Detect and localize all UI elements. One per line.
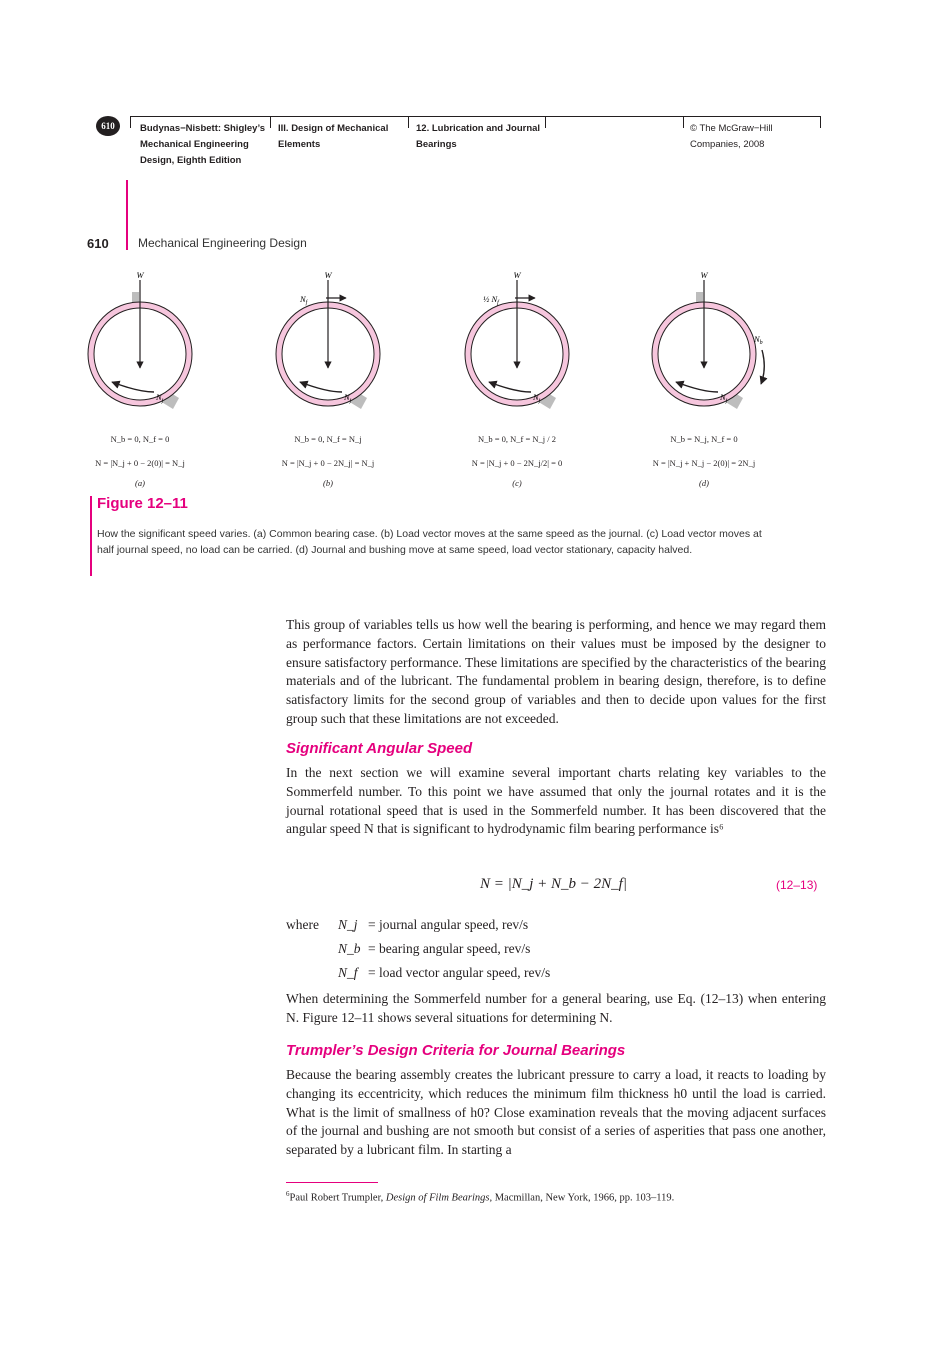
- panel-a-line1: N_b = 0, N_f = 0: [110, 434, 170, 444]
- panel-d-line2: N = |N_j + N_j − 2(0)| = 2N_j: [652, 458, 756, 468]
- header-chapter-title: 12. Lubrication and Journal Bearings: [416, 123, 541, 150]
- panel-d: [652, 270, 764, 409]
- header-divider: [408, 116, 409, 128]
- page-badge: 610: [96, 116, 120, 136]
- header-divider: [545, 116, 546, 128]
- footnote-rule: [286, 1182, 378, 1183]
- equation-number: (12–13): [776, 878, 818, 892]
- load-label: W: [700, 270, 708, 280]
- paragraph-2: In the next section we will examine several important charts relating key variables to the Sommerfeld number. To this point we have assumed that only the journal rotates and it is the journal rotational speed that is used in the Sommerfeld number. It has been discovered that the angular speed N that is significant to hydrodynamic film bearing performance is⁶: [286, 765, 826, 837]
- load-label: W: [136, 270, 144, 280]
- bushing-speed-label: $N_b$: [754, 334, 763, 346]
- where-label: where: [286, 917, 319, 932]
- footnote: [286, 1190, 674, 1204]
- where-symbol: N_b: [338, 941, 361, 956]
- panel-b: [276, 270, 380, 409]
- footnote-book: Design of Film Bearings,: [385, 1192, 493, 1204]
- figure-caption: How the significant speed varies. (a) Common bearing case. (b) Load vector moves at the same speed as the journal. (c) Load vector moves at half journal speed, no load can be carried. (d) Journal and bushing move at same speed, load vector stationary, capacity halved.: [97, 528, 762, 556]
- bearing-figure: [80, 268, 800, 498]
- where-definition: = journal angular speed, rev/s: [368, 917, 529, 932]
- panel-d-label: (d): [699, 478, 709, 488]
- panel-a-line2: N = |N_j + 0 − 2(0)| = N_j: [95, 458, 185, 468]
- header-rule: [130, 116, 820, 117]
- header-part-title: III. Design of Mechanical Elements: [278, 123, 389, 150]
- header-divider: [683, 116, 684, 128]
- panel-c: [465, 270, 569, 409]
- panel-c-label: (c): [512, 478, 522, 488]
- where-definition: = load vector angular speed, rev/s: [368, 965, 551, 980]
- panel-c-line1: N_b = 0, N_f = N_j / 2: [477, 434, 557, 444]
- figure-title: Figure 12–11: [97, 495, 188, 512]
- header-copyright: © The McGraw−Hill Companies, 2008: [690, 123, 773, 150]
- journal-speed-label: $N_j$: [533, 392, 541, 404]
- equation-12-13: N = |N_j + N_b − 2N_f|: [480, 876, 627, 892]
- load-speed-label: ½ $N_f$: [483, 294, 499, 306]
- paragraph-3: When determining the Sommerfeld number for a general bearing, use Eq. (12–13) when entering N. Figure 12–11 shows several situations for determining N.: [286, 991, 826, 1025]
- panel-b-label: (b): [323, 478, 333, 488]
- paragraph-1: This group of variables tells us how well the bearing is performing, and hence we may regard them as performance factors. Certain limitations on their values must be imposed by the designer to ensure satisfactory performance. These limitations are specified by the characteristics of the bearing materials and of the lubricant. The fundamental problem in bearing design, therefore, is to define satisfactory limits for the second group of variables and then to decide upon values for the first group such that these limitations are not exceeded.: [286, 617, 826, 726]
- panel-a: [88, 270, 192, 409]
- header-divider: [270, 116, 271, 128]
- header-divider: [130, 116, 131, 128]
- load-label: W: [513, 270, 521, 280]
- panel-c-line2: N = |N_j + 0 − 2N_j/2| = 0: [471, 458, 563, 468]
- running-head-bar: [126, 180, 128, 250]
- panel-b-line2: N = |N_j + 0 − 2N_j| = N_j: [281, 458, 375, 468]
- load-speed-label: $N_f$: [300, 294, 308, 306]
- section-heading-significant-speed: Significant Angular Speed: [286, 740, 473, 757]
- journal-speed-label: $N_j$: [344, 392, 352, 404]
- section-heading-trumpler: Trumpler’s Design Criteria for Journal Bearings: [286, 1042, 626, 1059]
- footnote-author: Paul Robert Trumpler,: [289, 1192, 386, 1204]
- paragraph-4: Because the bearing assembly creates the lubricant pressure to carry a load, it reacts to loading by changing its eccentricity, which reduces the minimum film thickness h0 until the load is carried. What is the limit of smallness of h0? Close examination reveals that the moving adjacent surfaces of the journal and bushing are not smooth but consist of a series of asperities that pass one another, separated by a lubricant film. In starting a: [286, 1067, 826, 1158]
- header-divider: [820, 116, 821, 128]
- where-symbol: N_j: [338, 917, 358, 932]
- panel-b-line1: N_b = 0, N_f = N_j: [294, 434, 362, 444]
- journal-speed-label: $N_j$: [720, 392, 728, 404]
- panel-d-line1: N_b = N_j, N_f = 0: [670, 434, 738, 444]
- where-symbol: N_f: [338, 965, 358, 980]
- running-head-title: Mechanical Engineering Design: [138, 236, 307, 250]
- load-label: W: [324, 270, 332, 280]
- footnote-publisher: Macmillan, New York, 1966, pp. 103–119.: [492, 1192, 675, 1204]
- journal-speed-label: $N_j$: [156, 392, 164, 404]
- header-book-title: Budynas−Nisbett: Shigley’s Mechanical Engineering Design, Eighth Edition: [140, 123, 266, 166]
- figure-caption-bar: [90, 496, 92, 576]
- panel-captions: [95, 434, 755, 488]
- page-number: 610: [87, 236, 109, 251]
- bushing-rotation-arrow: [761, 350, 764, 384]
- where-definition: = bearing angular speed, rev/s: [368, 941, 531, 956]
- footnote-marker: 6: [286, 1190, 290, 1198]
- panel-a-label: (a): [135, 478, 145, 488]
